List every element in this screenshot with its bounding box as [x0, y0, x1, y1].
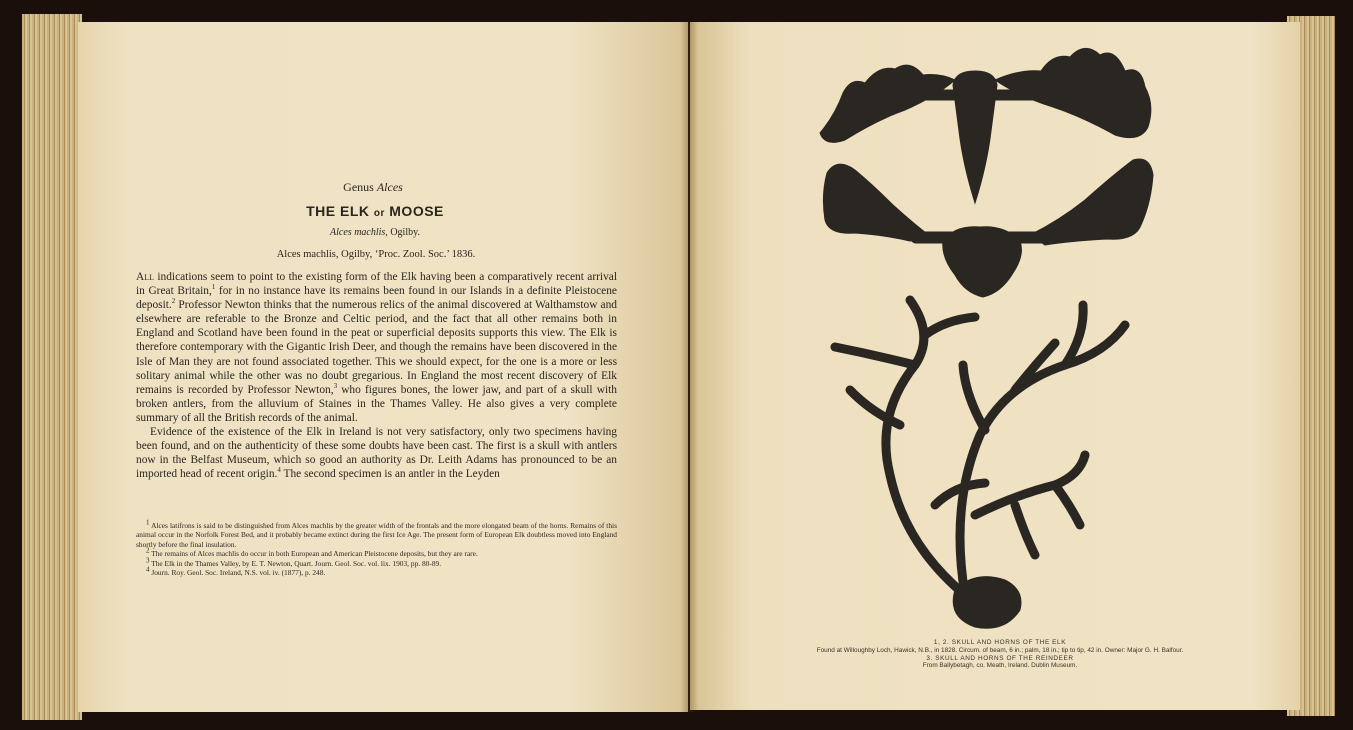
body-text — [136, 270, 617, 481]
book-page-edges-left — [22, 14, 82, 720]
reindeer-skull-and-antlers — [835, 300, 1125, 595]
species-line — [300, 227, 450, 238]
footnote-ref: 4 — [277, 466, 281, 475]
caption-reindeer-title: 3. SKULL AND HORNS OF THE REINDEER — [926, 654, 1074, 662]
plate-illustration — [815, 35, 1160, 643]
book-gutter — [680, 22, 698, 712]
footnote-1: $^1$ Alces latifrons is said to be distinguished from Alces machlis by the greater width of the frontals and the more elongated beam of the horns. Remains of this animal occur in the Norfolk Forest Bed, and it probably became extinct during the first Ice Age. The present form of European Elk doubtless moved into England shortly before the final insulation. — [136, 518, 617, 549]
paragraph-2: Evidence of the existence of the Elk in Ireland is not very satisfactory, only two specimens having been found, and on the authenticity of these some doubts have been cast. The first is a skull with antlers now in the Belfast Museum, which so good an authority as Dr. Leith Adams has pronounced to be an imported head of recent origin.$^4$ The second specimen is an antler in the Leyden — [136, 426, 617, 481]
species-citation: Alces machlis, Ogilby, ‘Proc. Zool. Soc.’ 1836. — [276, 249, 476, 260]
footnote-ref: 3 — [333, 381, 338, 390]
footnote-3: $^3$ The Elk in the Thames Valley, by E. T. Newton, Quart. Journ. Geol. Soc. vol. lix. 1903, pp. 80-89. — [146, 556, 442, 568]
caption-elk-detail: Found at Willoughby Loch, Hawick, N.B., in 1828. Circum. of beam, 6 in.; palm, 18 in.; tip to tip, 42 in. Owner: Major G. H. Balfour. — [816, 646, 1184, 654]
drop-word: All — [136, 271, 154, 283]
footnote-ref: 1 — [211, 283, 216, 292]
title-end: MOOSE — [389, 203, 444, 219]
footnote-4: $^4$ Journ. Roy. Geol. Soc. Ireland, N.S. vol. iv. (1877), p. 248. — [146, 565, 326, 578]
elk-skull-front-view — [823, 159, 1153, 297]
reindeer-skull — [953, 577, 1021, 629]
genus-name: Alces — [376, 180, 403, 194]
footnote-2: $^2$ The remains of Alces machlis do occur in both European and American Pleistocene deposits, but they are rare. — [146, 546, 478, 559]
paragraph-1: All indications seem to point to the existing form of the Elk having been a comparatively recent arrival in Great Britain,$^1$ for in no instance have its remains been found in our Islands in a definite Pleistocene deposit.$^2$ Professor Newton thinks that the numerous relics of the animal discovered at Walthamstow and elsewhere are referable to the Bronze and Celtic period, and the fact that all other remains both in England and Scotland have been found in the peat or superficial deposits supports this view. The Elk is therefore contemporary with the Gigantic Irish Deer, and though the remains have been discovered in the Isle of Man they are not found associated together. This we should expect, for the one is a more or less solitary animal while the other was no doubt gregarious. In England the most recent discovery of Elk remains is recorded by Professor Newton,$^3$ who figures bones, the lower jaw, and part of a skull with broken antlers, from the alluvium of Staines in the Thames Valley. He also gives a very complete summary of all the British records of the animal. — [136, 271, 617, 424]
caption-elk-title: 1, 2. SKULL AND HORNS OF THE ELK — [933, 639, 1067, 646]
title-main: THE ELK — [306, 203, 370, 219]
chapter-title — [230, 203, 520, 219]
genus-prefix: Genus — [343, 180, 374, 194]
genus-heading — [283, 180, 463, 195]
plate-caption — [780, 639, 1220, 670]
caption-reindeer-detail: From Ballybetagh, co. Meath, Ireland. Dublin Museum. — [922, 662, 1078, 670]
footnote-ref: 2 — [171, 297, 176, 306]
elk-skull-top-view — [820, 48, 1151, 203]
species-name: Alces machlis, — [330, 227, 388, 238]
title-or: or — [373, 208, 385, 219]
species-author: Ogilby. — [390, 227, 420, 238]
footnotes — [136, 518, 617, 578]
